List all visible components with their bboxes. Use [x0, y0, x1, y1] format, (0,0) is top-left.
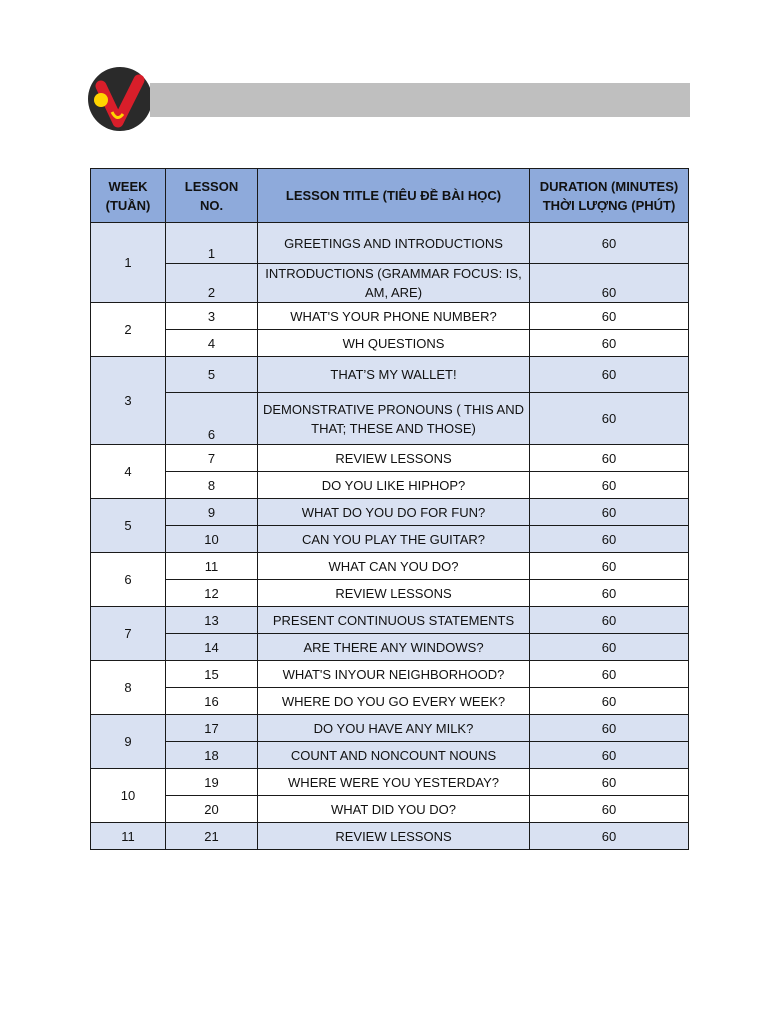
lesson-title-cell: REVIEW LESSONS [258, 445, 530, 472]
duration-cell: 60 [530, 823, 689, 850]
lesson-title-cell: WHERE DO YOU GO EVERY WEEK? [258, 688, 530, 715]
lesson-title-cell: THAT’S MY WALLET! [258, 357, 530, 393]
lesson-title-cell: INTRODUCTIONS (GRAMMAR FOCUS: IS, AM, ARE) [258, 264, 530, 303]
lesson-title-cell: WHERE WERE YOU YESTERDAY? [258, 769, 530, 796]
lesson-title-cell: ARE THERE ANY WINDOWS? [258, 634, 530, 661]
table-row [91, 223, 689, 264]
lesson-number-cell: 6 [166, 393, 258, 445]
table-row [91, 742, 689, 769]
lesson-number-cell: 5 [166, 357, 258, 393]
table-row [91, 823, 689, 850]
table-row [91, 357, 689, 393]
header-lesson-title: LESSON TITLE (TIÊU ĐỀ BÀI HỌC) [258, 169, 530, 223]
duration-cell: 60 [530, 661, 689, 688]
duration-cell: 60 [530, 303, 689, 330]
week-cell: 11 [91, 823, 166, 850]
table-row [91, 688, 689, 715]
lesson-number-cell: 15 [166, 661, 258, 688]
lesson-title-cell: WHAT'S YOUR PHONE NUMBER? [258, 303, 530, 330]
table-row [91, 445, 689, 472]
lesson-title-cell: PRESENT CONTINUOUS STATEMENTS [258, 607, 530, 634]
lesson-title-cell: WHAT CAN YOU DO? [258, 553, 530, 580]
table-row [91, 634, 689, 661]
lesson-number-cell: 12 [166, 580, 258, 607]
duration-cell: 60 [530, 742, 689, 769]
lesson-title-cell: DO YOU HAVE ANY MILK? [258, 715, 530, 742]
duration-cell: 60 [530, 264, 689, 303]
duration-cell: 60 [530, 553, 689, 580]
duration-cell: 60 [530, 688, 689, 715]
duration-cell: 60 [530, 499, 689, 526]
header-lesson-no: LESSON NO. [166, 169, 258, 223]
week-cell: 7 [91, 607, 166, 661]
table-row [91, 499, 689, 526]
header-bar [150, 83, 690, 117]
week-cell: 4 [91, 445, 166, 499]
lesson-number-cell: 8 [166, 472, 258, 499]
lesson-number-cell: 10 [166, 526, 258, 553]
lesson-title-cell: DO YOU LIKE HIPHOP? [258, 472, 530, 499]
lesson-number-cell: 1 [166, 223, 258, 264]
table-row [91, 472, 689, 499]
lesson-title-cell: WH QUESTIONS [258, 330, 530, 357]
table-row [91, 264, 689, 303]
duration-cell: 60 [530, 796, 689, 823]
table-row [91, 526, 689, 553]
lesson-title-cell: REVIEW LESSONS [258, 580, 530, 607]
lesson-title-cell: GREETINGS AND INTRODUCTIONS [258, 223, 530, 264]
lesson-number-cell: 9 [166, 499, 258, 526]
lesson-number-cell: 3 [166, 303, 258, 330]
lesson-number-cell: 14 [166, 634, 258, 661]
lesson-number-cell: 13 [166, 607, 258, 634]
table-row [91, 661, 689, 688]
duration-cell: 60 [530, 393, 689, 445]
week-cell: 3 [91, 357, 166, 445]
table-header-row [91, 169, 689, 223]
syllabus-table [90, 168, 689, 850]
duration-cell: 60 [530, 223, 689, 264]
header-duration: DURATION (MINUTES) THỜI LƯỢNG (PHÚT) [530, 169, 689, 223]
table-row [91, 769, 689, 796]
duration-cell: 60 [530, 445, 689, 472]
week-cell: 2 [91, 303, 166, 357]
lesson-number-cell: 20 [166, 796, 258, 823]
lesson-number-cell: 21 [166, 823, 258, 850]
lesson-number-cell: 17 [166, 715, 258, 742]
duration-cell: 60 [530, 769, 689, 796]
table-row [91, 553, 689, 580]
header-week: WEEK (TUẦN) [91, 169, 166, 223]
lesson-title-cell: DEMONSTRATIVE PRONOUNS ( THIS AND THAT; THESE AND THOSE) [258, 393, 530, 445]
week-cell: 8 [91, 661, 166, 715]
duration-cell: 60 [530, 580, 689, 607]
lesson-title-cell: CAN YOU PLAY THE GUITAR? [258, 526, 530, 553]
lesson-number-cell: 18 [166, 742, 258, 769]
table-row [91, 607, 689, 634]
duration-cell: 60 [530, 634, 689, 661]
lesson-title-cell: COUNT AND NONCOUNT NOUNS [258, 742, 530, 769]
table-row [91, 393, 689, 445]
table-row [91, 303, 689, 330]
lesson-title-cell: WHAT'S INYOUR NEIGHBORHOOD? [258, 661, 530, 688]
table-row [91, 330, 689, 357]
week-cell: 1 [91, 223, 166, 303]
table-row [91, 580, 689, 607]
duration-cell: 60 [530, 607, 689, 634]
lesson-title-cell: WHAT DID YOU DO? [258, 796, 530, 823]
lesson-number-cell: 16 [166, 688, 258, 715]
week-cell: 10 [91, 769, 166, 823]
lesson-number-cell: 4 [166, 330, 258, 357]
duration-cell: 60 [530, 715, 689, 742]
table-row [91, 715, 689, 742]
lesson-number-cell: 7 [166, 445, 258, 472]
lesson-number-cell: 2 [166, 264, 258, 303]
duration-cell: 60 [530, 330, 689, 357]
table-row [91, 796, 689, 823]
week-cell: 6 [91, 553, 166, 607]
lesson-title-cell: WHAT DO YOU DO FOR FUN? [258, 499, 530, 526]
lesson-number-cell: 19 [166, 769, 258, 796]
lesson-title-cell: REVIEW LESSONS [258, 823, 530, 850]
duration-cell: 60 [530, 472, 689, 499]
duration-cell: 60 [530, 357, 689, 393]
duration-cell: 60 [530, 526, 689, 553]
week-cell: 9 [91, 715, 166, 769]
brand-logo [87, 66, 153, 132]
week-cell: 5 [91, 499, 166, 553]
lesson-number-cell: 11 [166, 553, 258, 580]
